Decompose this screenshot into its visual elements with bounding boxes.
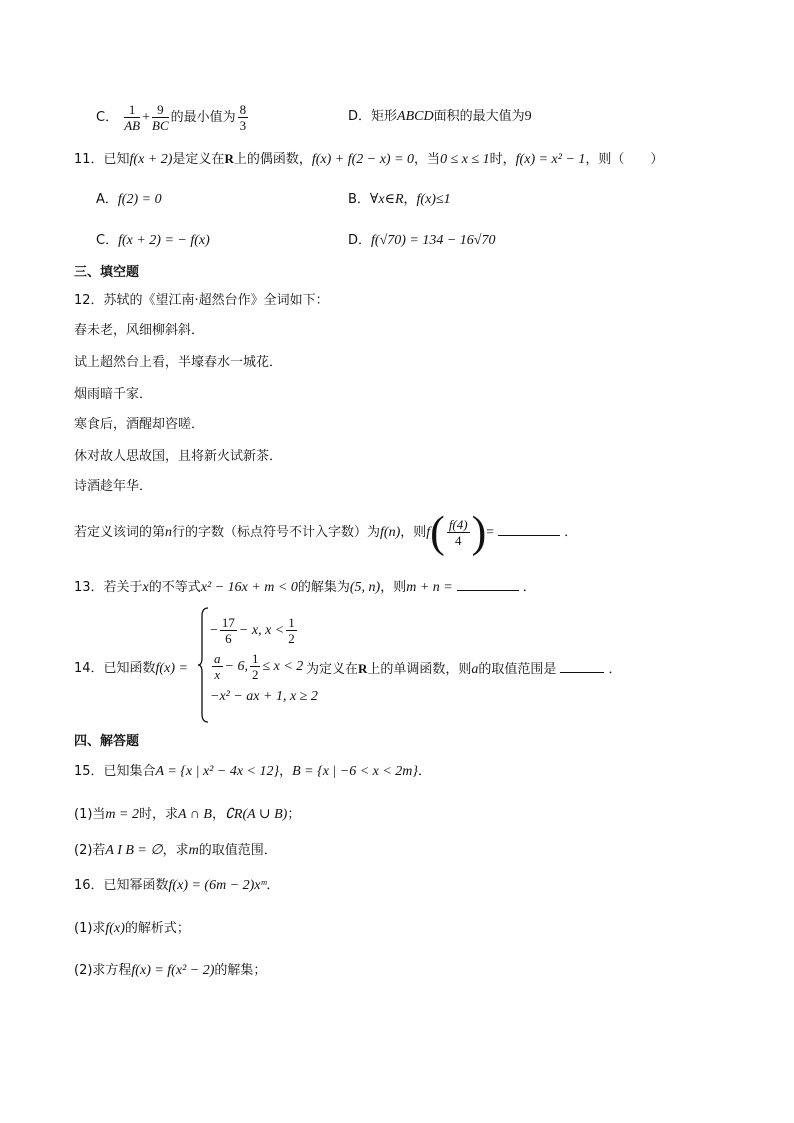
math: − 6, bbox=[224, 659, 248, 674]
math: f(x) + f(2 − x) = 0 bbox=[311, 152, 415, 167]
left-paren: ( bbox=[430, 507, 445, 557]
math: f(n) bbox=[380, 525, 401, 540]
text: ， bbox=[211, 807, 225, 822]
q13-stem bbox=[74, 578, 536, 597]
text: 的解析式； bbox=[124, 921, 190, 936]
option-label: D． bbox=[348, 233, 372, 248]
text: ，则 bbox=[400, 525, 427, 540]
text: ． bbox=[608, 662, 622, 677]
section-title-fill-in: 三、填空题 bbox=[74, 265, 140, 280]
math: B = {x | −6 < x < 2m} bbox=[292, 764, 419, 779]
q15-stem bbox=[74, 763, 431, 781]
text: (2)求方程 bbox=[74, 963, 132, 978]
math: ∀x∈R bbox=[369, 192, 404, 207]
math: f(√70) = 134 − 16√70 bbox=[371, 233, 496, 248]
option-label: A． bbox=[96, 192, 118, 207]
text: 14．已知函数 bbox=[74, 661, 156, 676]
math: ∁R(A ∪ B) bbox=[224, 807, 288, 822]
answer-blank[interactable] bbox=[498, 523, 560, 536]
math: x bbox=[142, 580, 149, 595]
text: 的解集； bbox=[214, 963, 267, 978]
q11-stem bbox=[74, 150, 663, 169]
text: 上的偶函数， bbox=[233, 152, 312, 167]
text: 行的字数（标点符号不计入字数）为 bbox=[172, 525, 381, 540]
math: n bbox=[165, 525, 173, 540]
q12-definition bbox=[74, 507, 578, 557]
math: m = 2 bbox=[105, 807, 139, 822]
math: 9 bbox=[524, 109, 532, 124]
q15-part-2 bbox=[74, 842, 277, 860]
piecewise-case-3 bbox=[210, 688, 318, 706]
text: 的取值范围． bbox=[198, 843, 277, 858]
q11-option-b bbox=[348, 191, 451, 209]
answer-blank[interactable] bbox=[560, 660, 604, 673]
fraction: $\frac{1}{2}$ bbox=[288, 615, 295, 646]
math: f(x + 2) = − f(x) bbox=[118, 233, 210, 248]
q15-part-1 bbox=[74, 806, 300, 824]
fraction: $\frac{9}{BC}$ bbox=[152, 102, 169, 133]
section-title-answer: 四、解答题 bbox=[74, 734, 140, 749]
text: 的解集为 bbox=[297, 580, 350, 595]
math: A = {x | x² − 4x < 12} bbox=[155, 764, 280, 779]
text: 11．已知 bbox=[74, 152, 130, 167]
q14-stem-left bbox=[74, 660, 188, 678]
q11-option-d bbox=[348, 232, 496, 250]
real-set-symbol: R bbox=[224, 151, 234, 166]
fraction: $\frac{1}{2}$ bbox=[251, 651, 259, 682]
text: ，当 bbox=[414, 152, 441, 167]
piecewise-case-1 bbox=[210, 614, 299, 648]
q14-stem-right bbox=[306, 660, 621, 679]
text: 时，求 bbox=[138, 807, 178, 822]
text: ． bbox=[266, 878, 280, 893]
q10-option-c bbox=[96, 100, 250, 136]
fraction: $\frac{8}{3}$ bbox=[239, 102, 247, 133]
math: f(x) = f(x² − 2) bbox=[131, 963, 215, 978]
plus-sign: + bbox=[142, 110, 151, 125]
math: −x² − ax + 1, x ≥ 2 bbox=[210, 689, 318, 704]
math: f(x + 2) bbox=[129, 152, 173, 167]
text: (1)求 bbox=[74, 921, 106, 936]
text: ． bbox=[522, 580, 536, 595]
minus-sign: − bbox=[210, 623, 218, 638]
q11-option-c bbox=[96, 232, 210, 250]
answer-blank[interactable] bbox=[457, 578, 519, 591]
text: 15．已知集合 bbox=[74, 764, 156, 779]
q16-stem bbox=[74, 877, 279, 895]
math: m + n = bbox=[406, 580, 453, 595]
text: ，则（ ） bbox=[585, 152, 664, 167]
poem-line: 休对故人思故国，且将新火试新茶． bbox=[74, 449, 283, 464]
text: ， bbox=[279, 764, 293, 779]
poem-line: 烟雨暗千家． bbox=[74, 387, 153, 402]
fraction: $\frac{1}{AB}$ bbox=[124, 102, 141, 133]
math: A I B = ∅ bbox=[105, 843, 163, 858]
equals-sign: = bbox=[486, 525, 495, 540]
math: a bbox=[471, 662, 479, 677]
text: 16．已知幂函数 bbox=[74, 878, 169, 893]
text: 为定义在 bbox=[306, 662, 359, 677]
text: 若定义该词的第 bbox=[74, 525, 166, 540]
option-label: B． bbox=[348, 192, 370, 207]
q12-stem: 12．苏轼的《望江南·超然台作》全词如下： bbox=[74, 293, 329, 308]
q11-option-a bbox=[96, 191, 162, 209]
text: 13．若关于 bbox=[74, 580, 143, 595]
math: f(x) = (6m − 2)xᵐ bbox=[168, 878, 267, 893]
math: f(2) = 0 bbox=[117, 192, 162, 207]
math: f(x) = x² − 1 bbox=[515, 152, 586, 167]
math: 0 ≤ x ≤ 1 bbox=[440, 152, 490, 167]
text: ，则 bbox=[380, 580, 407, 595]
math: m bbox=[188, 843, 199, 858]
option-label: D．矩形 bbox=[348, 109, 398, 124]
text: 是定义在 bbox=[172, 152, 225, 167]
right-paren: ) bbox=[471, 507, 487, 557]
math: (5, n) bbox=[349, 580, 381, 595]
fraction: $\frac{f(4)}{4}$ bbox=[448, 517, 468, 548]
text: 的最小值为 bbox=[170, 110, 236, 125]
math: ≤ x < 2 bbox=[262, 659, 304, 674]
text: (2)若 bbox=[74, 843, 106, 858]
text: ． bbox=[564, 525, 578, 540]
real-set-symbol: R bbox=[358, 661, 368, 676]
text: ． bbox=[418, 764, 432, 779]
poem-line: 寒食后，酒醒却咨嗟． bbox=[74, 417, 205, 432]
text: ， bbox=[403, 192, 417, 207]
poem-line: 诗酒趁年华． bbox=[74, 479, 153, 494]
text: (1)当 bbox=[74, 807, 106, 822]
piecewise-brace bbox=[198, 606, 210, 724]
text: 时， bbox=[489, 152, 516, 167]
poem-line: 春未老，风细柳斜斜． bbox=[74, 323, 205, 338]
fraction: $\frac{a}{x}$ bbox=[214, 651, 221, 682]
piecewise-case-2 bbox=[210, 650, 303, 684]
text: ，求 bbox=[162, 843, 189, 858]
poem-line: 试上超然台上看，半壕春水一城花． bbox=[74, 355, 283, 370]
fraction: $\frac{17}{6}$ bbox=[221, 615, 235, 646]
text: 的不等式 bbox=[148, 580, 201, 595]
math: f bbox=[426, 525, 431, 540]
text: 面积的最大值为 bbox=[433, 109, 525, 124]
math: A ∩ B bbox=[178, 807, 212, 822]
q10-option-d bbox=[348, 108, 532, 126]
math: − x, x < bbox=[238, 623, 285, 638]
math: x² − 16x + m < 0 bbox=[200, 580, 298, 595]
math: f(x) = bbox=[155, 661, 188, 676]
q16-part-1 bbox=[74, 920, 190, 938]
math: f(x) bbox=[105, 921, 125, 936]
text: ； bbox=[287, 807, 301, 822]
text: 上的单调函数，则 bbox=[367, 662, 472, 677]
text: 的取值范围是 bbox=[478, 662, 557, 677]
math: ABCD bbox=[397, 109, 434, 124]
q16-part-2 bbox=[74, 962, 266, 980]
math: f(x)≤1 bbox=[416, 192, 451, 207]
option-label: C． bbox=[96, 110, 119, 125]
option-label: C． bbox=[96, 233, 119, 248]
